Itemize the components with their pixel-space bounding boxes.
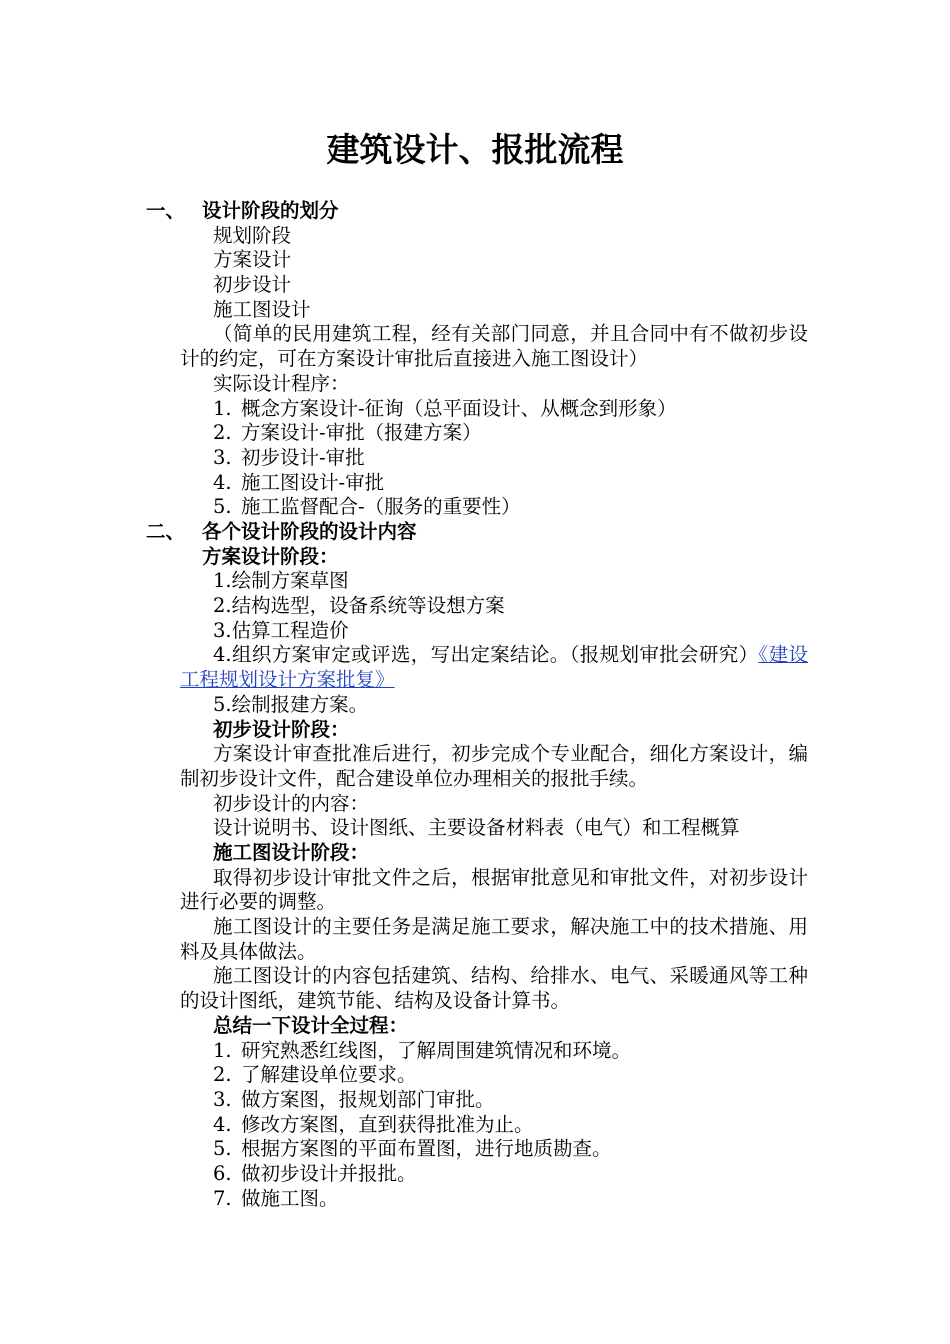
item-text: 施工图设计-审批 bbox=[241, 470, 385, 494]
section-title: 各个设计阶段的设计内容 bbox=[202, 519, 417, 543]
scheme-item: 1.绘制方案草图 bbox=[213, 569, 349, 593]
item-text: 修改方案图，直到获得批准为止。 bbox=[241, 1112, 534, 1136]
summary-heading: 总结一下设计全过程： bbox=[213, 1013, 409, 1037]
item-text: 初步设计-审批 bbox=[241, 445, 365, 469]
section-number: 二、 bbox=[146, 519, 186, 543]
program-item bbox=[180, 397, 808, 422]
section-heading-2 bbox=[146, 519, 808, 545]
item-number: 1. bbox=[213, 396, 232, 420]
item-text: 根据方案图的平面布置图，进行地质勘查。 bbox=[241, 1137, 612, 1161]
scheme-item-4 bbox=[180, 643, 808, 692]
page-title: 建筑设计、报批流程 bbox=[326, 130, 624, 169]
item-number: 7. bbox=[213, 1186, 232, 1210]
item-number: 5. bbox=[213, 1137, 232, 1161]
item-text: 研究熟悉红线图，了解周围建筑情况和环境。 bbox=[241, 1038, 632, 1062]
item-text: 了解建设单位要求。 bbox=[241, 1063, 417, 1087]
construction-paragraph: 取得初步设计审批文件之后，根据审批意见和审批文件，对初步设计进行必要的调整。 bbox=[180, 865, 808, 914]
summary-step bbox=[180, 1063, 808, 1088]
summary-step bbox=[180, 1039, 808, 1064]
construction-paragraph: 施工图设计的内容包括建筑、结构、给排水、电气、采暖通风等工种的设计图纸，建筑节能、结构及设备计算书。 bbox=[180, 964, 808, 1013]
scheme-item: 5.绘制报建方案。 bbox=[213, 692, 369, 716]
summary-step bbox=[180, 1137, 808, 1162]
item-number: 4. bbox=[213, 470, 232, 494]
construction-heading: 施工图设计阶段： bbox=[213, 840, 370, 864]
approval-doc-link[interactable]: 《建设工程规划设计方案批复》 bbox=[180, 643, 808, 692]
stage-note: （简单的民用建筑工程，经有关部门同意，并且合同中有不做初步设计的约定，可在方案设计审批后直接进入施工图设计） bbox=[180, 322, 808, 371]
summary-step bbox=[180, 1113, 808, 1138]
stage-item: 规划阶段 bbox=[213, 223, 292, 247]
construction-paragraph: 施工图设计的主要任务是满足施工要求，解决施工中的技术措施、用料及具体做法。 bbox=[180, 915, 808, 963]
item-text: 概念方案设计-征询（总平面设计、从概念到形象） bbox=[241, 396, 677, 420]
item-number: 5. bbox=[213, 495, 232, 519]
item-text: 做初步设计并报批。 bbox=[241, 1162, 417, 1185]
section-number: 一、 bbox=[146, 199, 186, 222]
program-item bbox=[180, 495, 808, 520]
preliminary-content-label: 初步设计的内容： bbox=[213, 791, 370, 815]
summary-step bbox=[180, 1088, 808, 1113]
item-text: 做方案图，报规划部门审批。 bbox=[241, 1087, 495, 1111]
item-number: 2. bbox=[213, 1063, 232, 1087]
summary-step bbox=[180, 1187, 808, 1212]
preliminary-content: 设计说明书、设计图纸、主要设备材料表（电气）和工程概算 bbox=[213, 816, 740, 840]
stage-item: 初步设计 bbox=[213, 273, 292, 297]
section-title: 设计阶段的划分 bbox=[202, 199, 339, 222]
scheme-item: 3.估算工程造价 bbox=[213, 618, 349, 642]
preliminary-paragraph: 方案设计审查批准后进行，初步完成个专业配合，细化方案设计，编制初步设计文件，配合建设单位办理相关的报批手续。 bbox=[180, 742, 808, 790]
program-label: 实际设计程序： bbox=[213, 371, 350, 395]
program-item bbox=[180, 421, 808, 446]
stage-item: 施工图设计 bbox=[213, 297, 311, 321]
program-item bbox=[180, 471, 808, 496]
scheme-heading: 方案设计阶段： bbox=[202, 544, 339, 568]
item-text: 做施工图。 bbox=[241, 1186, 339, 1210]
item-number: 6. bbox=[213, 1162, 232, 1185]
summary-step bbox=[180, 1162, 808, 1187]
item-number: 2. bbox=[213, 421, 232, 445]
item-text: 施工监督配合-（服务的重要性） bbox=[241, 495, 521, 519]
item-number: 3. bbox=[213, 1087, 232, 1111]
item-text: 方案设计-审批（报建方案） bbox=[241, 421, 482, 445]
document-body bbox=[146, 199, 808, 1211]
item-number: 1. bbox=[213, 1038, 232, 1062]
scheme-item: 2.结构选型，设备系统等设想方案 bbox=[213, 594, 505, 618]
section-heading-1 bbox=[146, 199, 808, 224]
program-item bbox=[180, 446, 808, 471]
item-number: 4. bbox=[213, 1112, 232, 1136]
stage-item: 方案设计 bbox=[213, 248, 292, 272]
item-number: 3. bbox=[213, 445, 232, 469]
preliminary-heading: 初步设计阶段： bbox=[213, 717, 350, 741]
scheme-item-text: 4.组织方案审定或评选，写出定案结论。（报规划审批会研究） bbox=[213, 643, 759, 667]
